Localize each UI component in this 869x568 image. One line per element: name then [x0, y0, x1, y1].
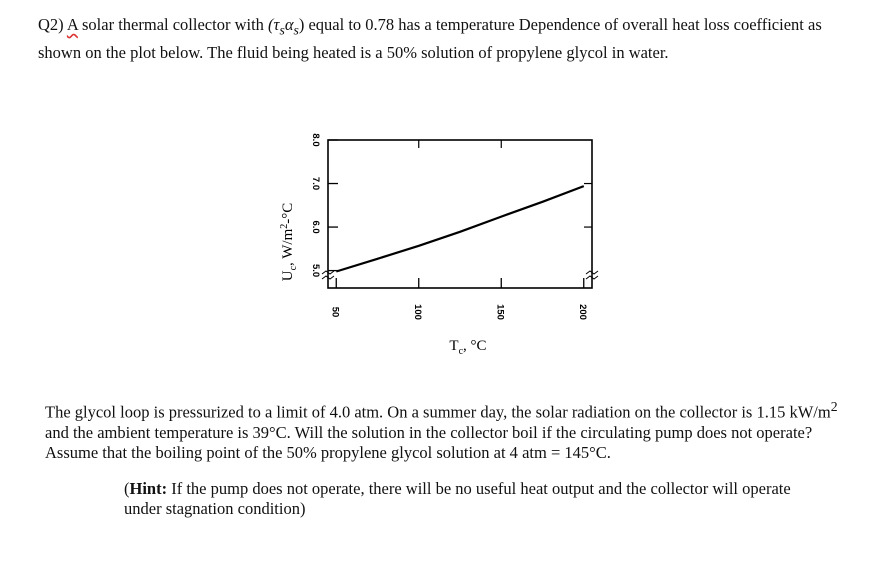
question-text: [38, 13, 858, 64]
hint-text: [124, 479, 824, 519]
hint-open: (: [124, 479, 130, 498]
alpha-subscript: s: [293, 22, 299, 38]
y-tick-label-1: 6.0: [310, 220, 321, 234]
plot-frame: [328, 140, 592, 288]
question-part2: equal to 0.78 has a temperature Dependence of overall heat loss coefficient as shown on the plot below. The fluid being heated is a 50% solution of propylene glycol in water.: [38, 15, 822, 63]
close-paren: ): [298, 15, 305, 34]
series-line-0: [336, 186, 584, 271]
body-text-3: = 145°C.: [546, 442, 611, 462]
heat-loss-chart: [270, 128, 620, 368]
body-text-1: The glycol loop is pressurized to a limit of 4.0 atm. On a summer day, the solar radiation on the collector is 1.15 kW/m: [45, 402, 831, 422]
x-tick-label-2: 150: [494, 304, 506, 320]
question-part1: solar thermal collector with: [77, 15, 269, 34]
alpha-symbol: α: [284, 15, 294, 34]
body-sup: 2: [830, 399, 838, 414]
y-tick-label-2: 7.0: [310, 176, 321, 191]
y-axis-title: $U_c$, $W/m^2-^\circ C$: [279, 202, 299, 282]
x-tick-label-0: 50: [329, 306, 341, 318]
hint-label: Hint:: [129, 479, 168, 498]
tau-subscript: s: [279, 22, 285, 38]
question-article: A: [66, 15, 78, 34]
y-tick-label-3: 8.0: [310, 133, 321, 147]
hint-body: If the pump does not operate, there will be no useful heat output and the collector will operate under stagnation condition): [124, 479, 791, 518]
x-axis-title: $T_c$, °C: [449, 338, 487, 357]
x-tick-label-3: 200: [576, 304, 588, 320]
problem-body: [45, 397, 845, 463]
y-tick-label-0: 5.0: [310, 263, 321, 278]
x-tick-label-1: 100: [411, 304, 423, 320]
chart-svg: [270, 128, 620, 368]
question-prefix: Q2): [38, 15, 67, 34]
body-text-2: and the ambient temperature is 39°C. Will the solution in the collector boil if the circulating pump does not operate? Assume that the boiling point of the 50% propylene glycol solution at 4: [45, 422, 813, 462]
body-atm: atm: [522, 442, 547, 462]
tau-symbol: (τ: [268, 15, 280, 34]
